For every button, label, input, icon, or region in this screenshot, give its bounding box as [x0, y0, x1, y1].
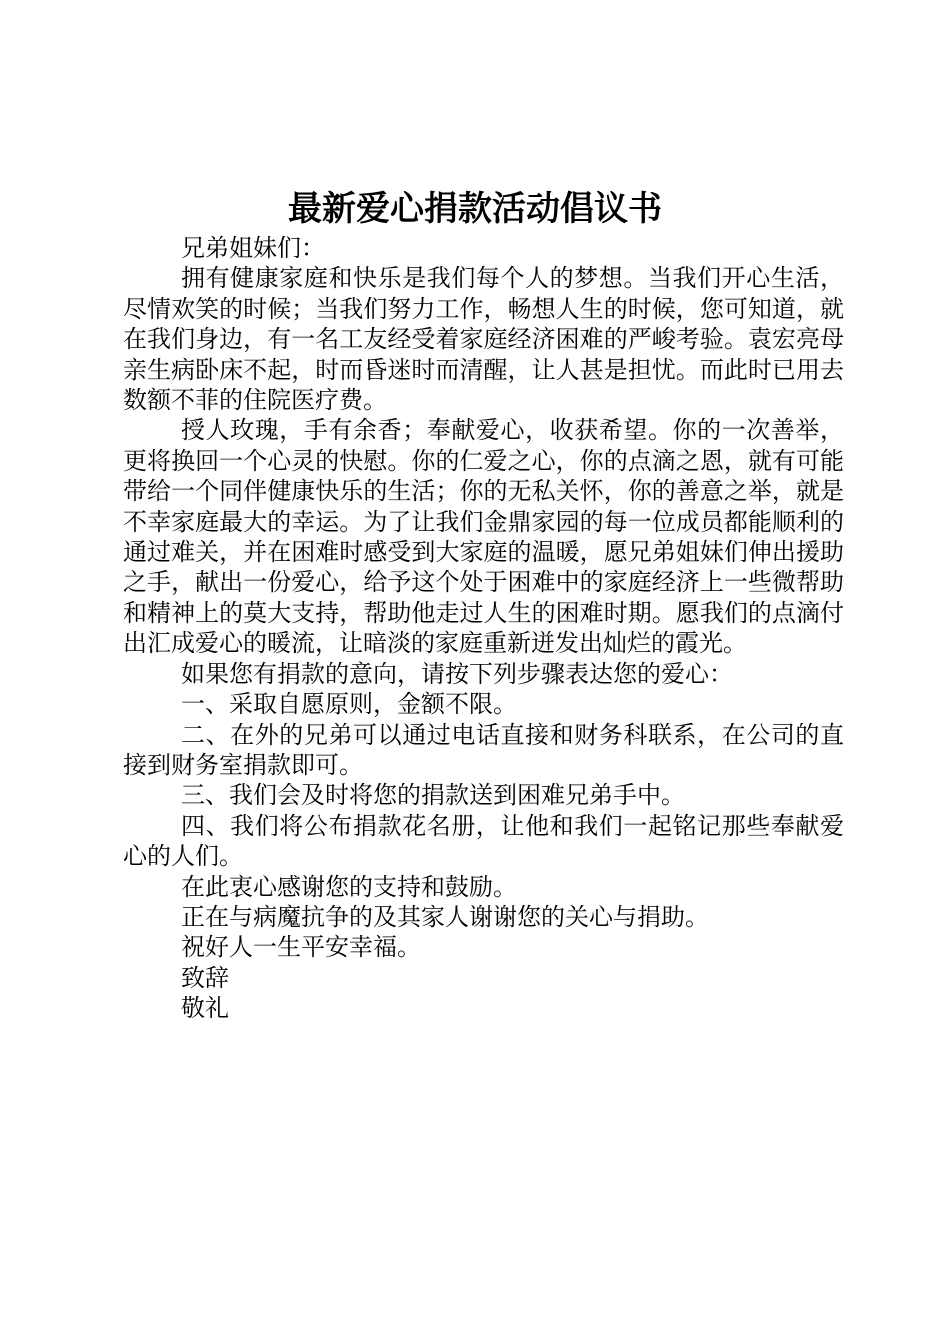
- step-3: 三、我们会及时将您的捐款送到困难兄弟手中。: [181, 781, 685, 810]
- document-title: 最新爱心捐款活动倡议书: [288, 189, 662, 229]
- step-2: 二、在外的兄弟可以通过电话直接和财务科联系，在公司的直接到财务室捐款即可。: [123, 720, 844, 779]
- paragraph-appeal: 授人玫瑰，手有余香；奉献爱心，收获希望。你的一次善举，更将换回一个心灵的快慰。你的仁爱之心，你的点滴之恩，就有可能带给一个同伴健康快乐的生活；你的无私关怀，你的善意之举，就是不幸家庭最大的幸运。为了让我们金鼎家园的每一位成员都能顺利的通过难关，并在困难时感受到大家庭的温暖，愿兄弟姐妹们伸出援助之手，献出一份爱心，给予这个处于困难中的家庭经济上一些微帮助和精神上的莫大支持，帮助他走过人生的困难时期。愿我们的点滴付出汇成爱心的暖流，让暗淡的家庭重新迸发出灿烂的霞光。: [123, 416, 844, 658]
- closing-line: 致辞: [181, 963, 229, 992]
- thanks-line: 在此衷心感谢您的支持和鼓励。: [181, 872, 517, 901]
- paragraph-steps-intro: 如果您有捐款的意向，请按下列步骤表达您的爱心：: [181, 659, 733, 688]
- step-4: 四、我们将公布捐款花名册，让他和我们一起铭记那些奉献爱心的人们。: [123, 811, 844, 871]
- family-thanks-line: 正在与病魔抗争的及其家人谢谢您的关心与捐助。: [181, 902, 709, 931]
- step-1: 一、采取自愿原则，金额不限。: [181, 690, 517, 719]
- document-body: [123, 233, 844, 1024]
- regards-line: 敬礼: [181, 994, 229, 1023]
- salutation: 兄弟姐妹们：: [181, 234, 325, 262]
- blessing-line: 祝好人一生平安幸福。: [181, 933, 421, 962]
- paragraph-intro: 拥有健康家庭和快乐是我们每个人的梦想。当我们开心生活，尽情欢笑的时候；当我们努力工作，畅想人生的时候，您可知道，就在我们身边，有一名工友经受着家庭经济困难的严峻考验。袁宏亮母亲生病卧床不起，时而昏迷时而清醒，让人甚是担忧。而此时已用去数额不菲的住院医疗费。: [123, 264, 844, 415]
